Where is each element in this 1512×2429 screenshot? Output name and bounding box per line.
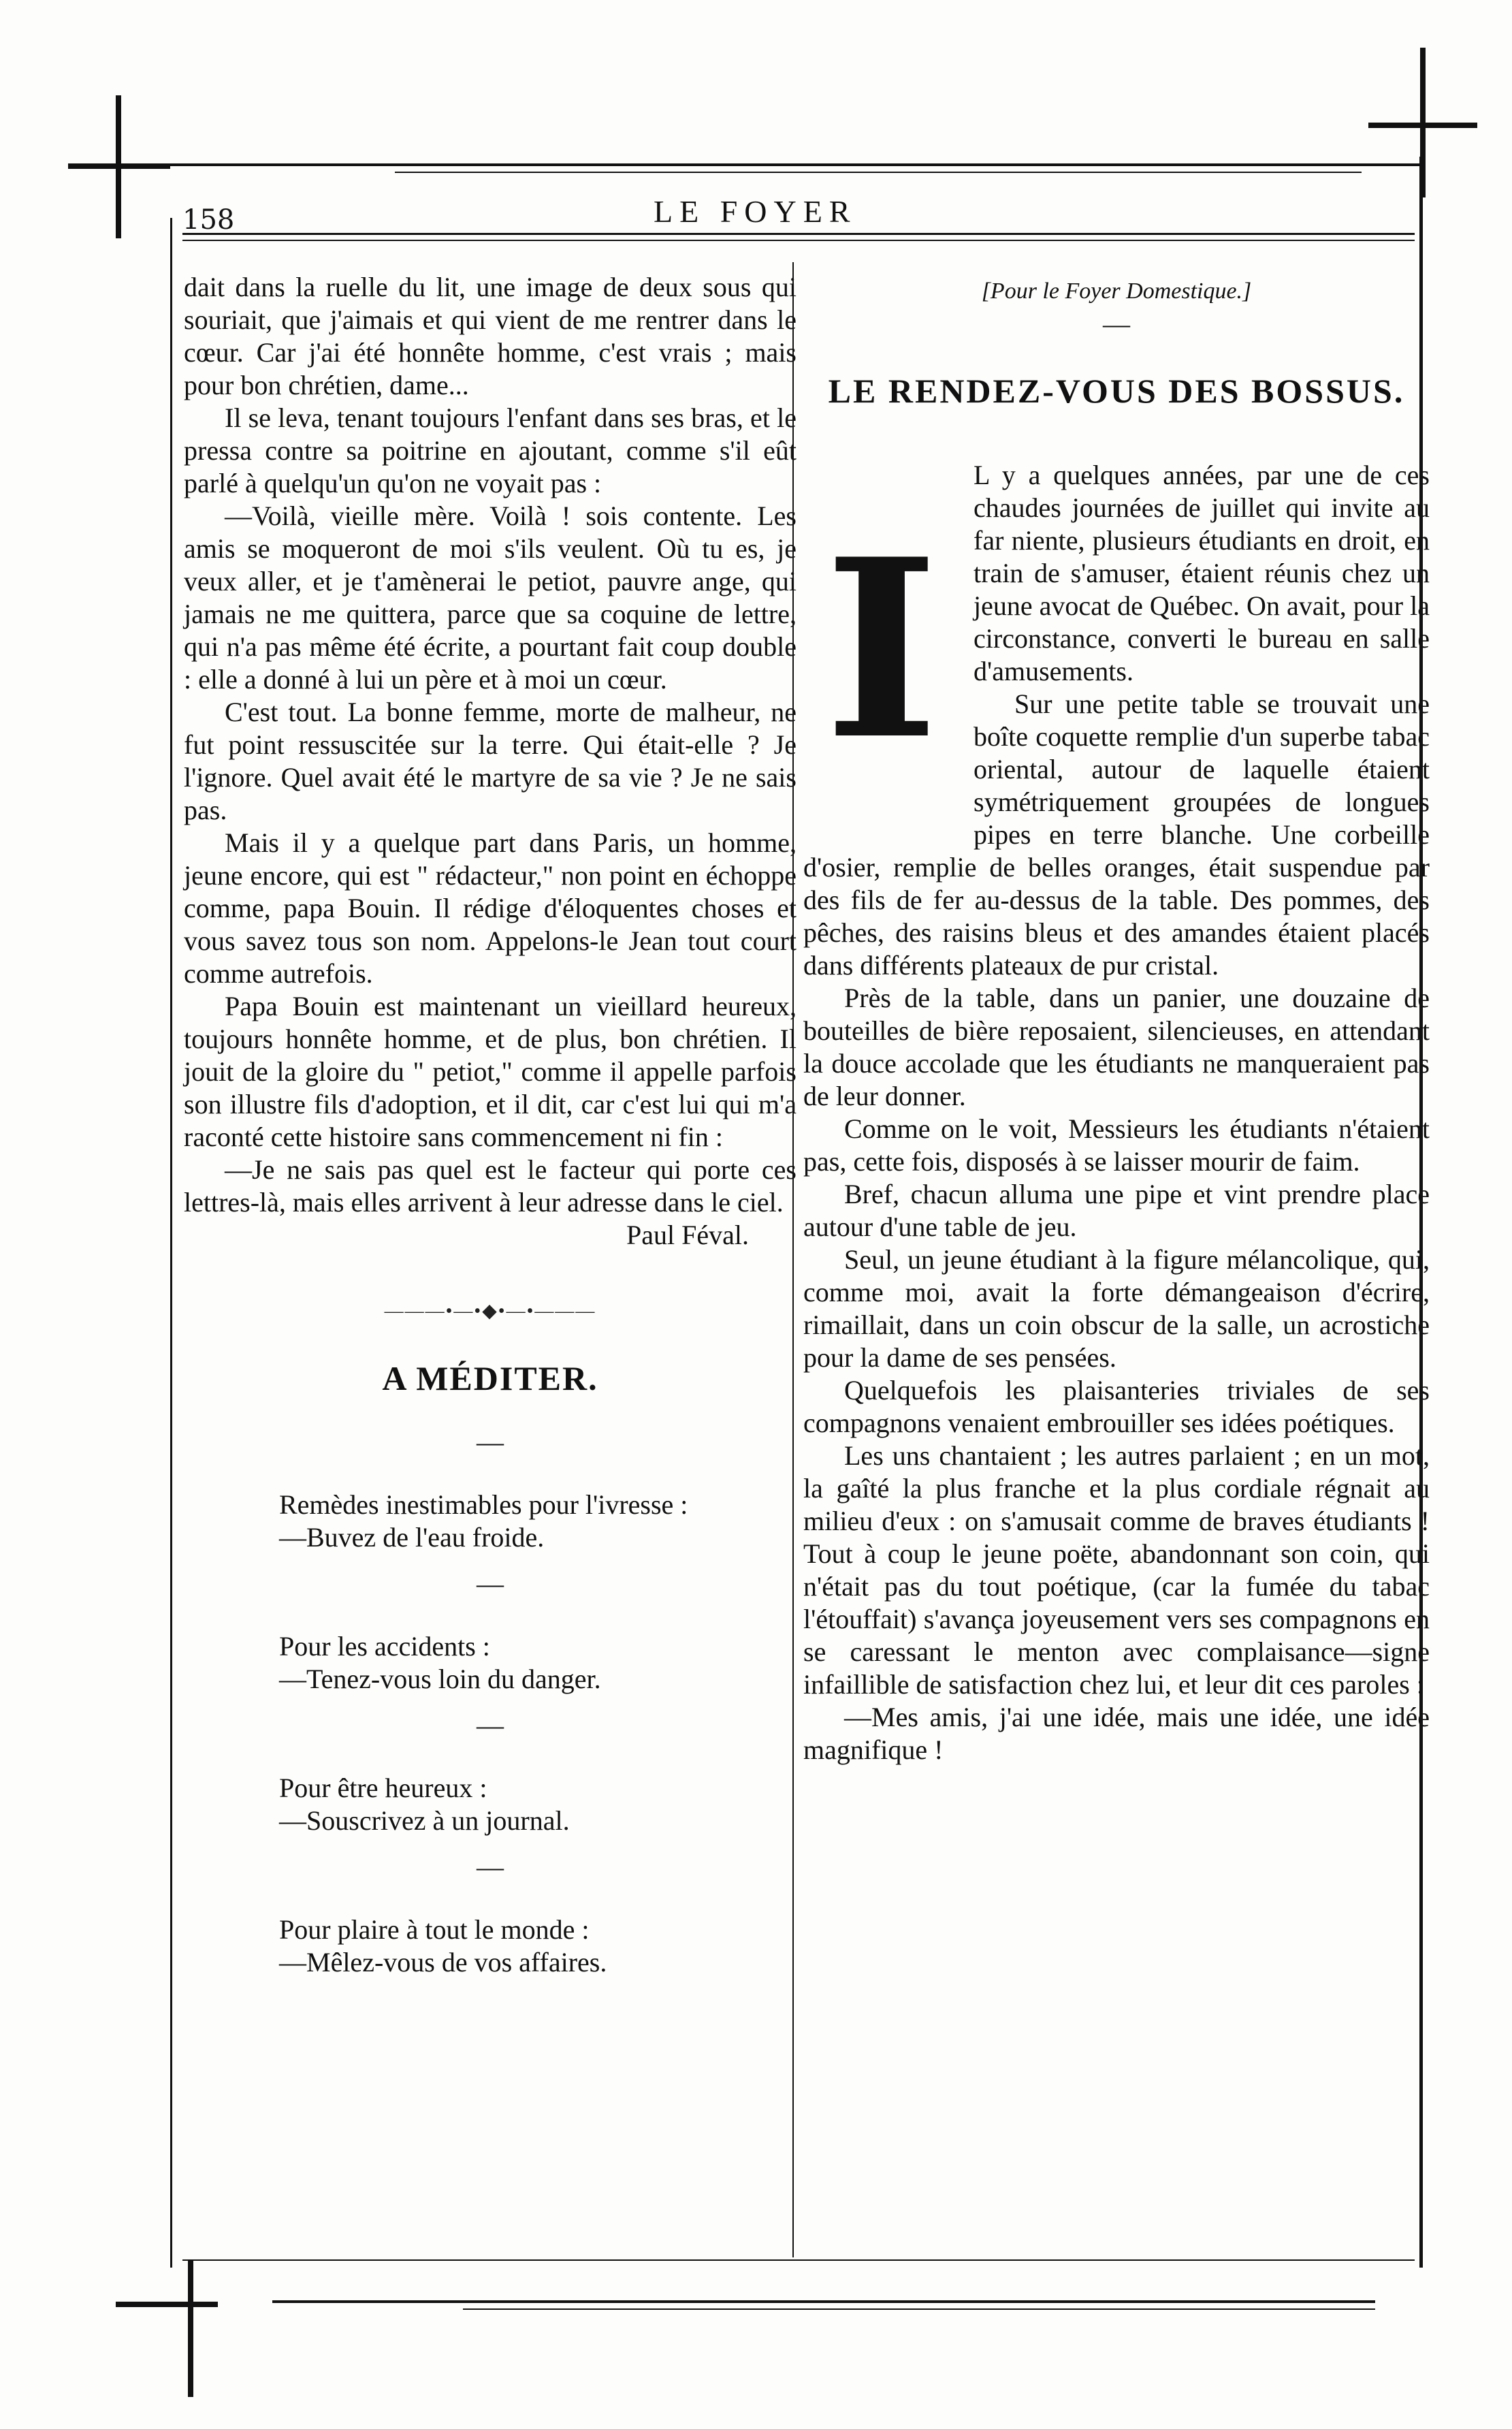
frame-top-rule xyxy=(116,163,1423,166)
remedy-item xyxy=(184,1772,797,1837)
corner-ornament-top-right xyxy=(1368,48,1477,204)
right-column xyxy=(803,271,1430,1766)
paragraph: L y a quelques années, par une de ces chaudes journées de juillet qui invite au far niente, plusieurs étudiants en droit, en train de s'amuser, étaient réunis chez un jeune avocat de Québec. On avait, pour la circonstance, converti le bureau en salle d'amusements. xyxy=(974,460,1430,686)
remedy-item xyxy=(184,1489,797,1554)
article-title: LE RENDEZ-VOUS DES BOSSUS. xyxy=(828,372,1405,410)
corner-ornament-bottom-left xyxy=(116,2261,218,2397)
remedy-answer: —Mêlez-vous de vos affaires. xyxy=(279,1947,607,1978)
paragraph: —Voilà, vieille mère. Voilà ! sois contente. Les amis se moqueront de moi s'ils veulent. Où tu es, je veux aller, et je t'amènerai le petiot, pauvre ange, qui jamais ne me quittera, parce que sa coquine de lettre, qui n'a pas même été écrite, a pourtant fait coup double : elle a donné à lui un père et à moi un cœur. xyxy=(184,501,797,695)
dash-divider: — xyxy=(1103,308,1130,339)
remedy-question: Remèdes inestimables pour l'ivresse : xyxy=(279,1489,688,1520)
paragraph: Sur une petite table se trouvait une boîte coquette remplie d'un superbe tabac oriental, autour de laquelle étaient symétriquement groupées de longues pipes en terre blanche. Une corbeille d'osier, remplie de belles oranges, était suspendue par des fils de fer au-dessus de la table. Des pommes, des pêches, des raisins bleus et des amandes étaient placés dans différents plateaux de pur cristal. xyxy=(803,688,1430,981)
paragraph: —Mes amis, j'ai une idée, mais une idée, une idée magnifique ! xyxy=(803,1702,1430,1765)
page-number: 158 xyxy=(182,204,235,236)
author-signature: Paul Féval. xyxy=(626,1220,749,1250)
corner-ornament-top-left xyxy=(68,95,170,245)
paragraph: Quelquefois les plaisanteries triviales de ses compagnons venaient embrouiller ses idées poétiques. xyxy=(803,1375,1430,1438)
frame-top-rule-thin xyxy=(395,172,1362,173)
paragraph: Seul, un jeune étudiant à la figure mélancolique, qui, comme moi, avait la forte démangeaison d'écrire, rimaillait, dans un coin obscur de la salle, un acrostiche pour la dame de ses pensées. xyxy=(803,1244,1430,1373)
remedy-item xyxy=(184,1914,797,1979)
drop-cap-letter: I xyxy=(824,505,939,793)
frame-bottom-inner-rule xyxy=(182,2259,1415,2261)
dash-divider: — xyxy=(477,1568,504,1599)
frame-left-rule xyxy=(170,218,172,2268)
section-title: A MÉDITER. xyxy=(382,1359,598,1397)
remedy-question: Pour être heureux : xyxy=(279,1773,487,1803)
header-rule-1 xyxy=(182,233,1415,235)
journal-title: LE FOYER xyxy=(654,194,857,229)
remedy-question: Pour les accidents : xyxy=(279,1631,490,1662)
paragraph: Bref, chacun alluma une pipe et vint prendre place autour d'une table de jeu. xyxy=(803,1179,1430,1242)
paragraph: dait dans la ruelle du lit, une image de deux sous qui souriait, que j'aimais et qui vient de me rentrer dans le cœur. Car j'ai été honnête homme, c'est vrais ; mais pour bon chrétien, dame... xyxy=(184,272,797,400)
ornament-divider: ———•—•◆•—•——— xyxy=(384,1301,596,1322)
remedy-answer: —Souscrivez à un journal. xyxy=(279,1805,570,1836)
article-opening xyxy=(803,459,1430,793)
frame-bottom-rule-thin xyxy=(463,2308,1375,2310)
paragraph: Les uns chantaient ; les autres parlaient ; en un mot, la gaîté la plus franche et la plus cordiale régnait au milieu d'eux : on s'amusait comme de braves étudiants ! Tout à coup le jeune poëte, abandonnant son coin, qui n'était pas du tout poétique, (car la fumée du tabac l'étouffait) s'avança joyeusement vers ses compagnons en se caressant le menton avec complaisance—signe infaillible de satisfaction chez lui, et leur dit ces paroles : xyxy=(803,1440,1430,1700)
remedy-answer: —Tenez-vous loin du danger. xyxy=(279,1664,601,1694)
dash-divider: — xyxy=(477,1427,504,1457)
header-rule-2 xyxy=(182,240,1415,241)
dash-divider: — xyxy=(477,1852,504,1882)
remedy-answer: —Buvez de l'eau froide. xyxy=(279,1522,545,1553)
paragraph: Papa Bouin est maintenant un vieillard heureux, toujours honnête homme, et de plus, bon chrétien. Il jouit de la gloire du " petiot," comme il appelle parfois son illustre fils d'adoption, et il dit, car c'est lui qui m'a raconté cette histoire sans commencement ni fin : xyxy=(184,991,797,1152)
paragraph: —Je ne sais pas quel est le facteur qui porte ces lettres-là, mais elles arrivent à leur adresse dans le ciel. xyxy=(184,1154,797,1218)
paragraph: Mais il y a quelque part dans Paris, un homme, jeune encore, qui est " rédacteur," non point en échoppe comme, papa Bouin. Il rédige d'éloquentes choses et vous savez tous son nom. Appelons-le Jean tout court comme autrefois. xyxy=(184,827,797,989)
remedy-item xyxy=(184,1630,797,1696)
source-note: [Pour le Foyer Domestique.] xyxy=(981,279,1252,304)
frame-bottom-rule xyxy=(272,2300,1375,2303)
paragraph: Comme on le voit, Messieurs les étudiants n'étaient pas, cette fois, disposés à se laisser mourir de faim. xyxy=(803,1113,1430,1177)
paragraph: Il se leva, tenant toujours l'enfant dans ses bras, et le pressa contre sa poitrine en ajoutant, comme s'il eût parlé à quelqu'un qu'on ne voyait pas : xyxy=(184,402,797,498)
dash-divider: — xyxy=(477,1710,504,1741)
left-column xyxy=(184,271,797,1979)
paragraph: C'est tout. La bonne femme, morte de malheur, ne fut point ressuscitée sur la terre. Qui était-elle ? Je l'ignore. Quel avait été le martyre de sa vie ? Je ne sais pas. xyxy=(184,697,797,825)
paragraph: Près de la table, dans un panier, une douzaine de bouteilles de bière reposaient, silencieuses, en attendant la douce accolade que les étudiants ne manqueraient pas de leur donner. xyxy=(803,983,1430,1111)
remedy-question: Pour plaire à tout le monde : xyxy=(279,1914,590,1945)
